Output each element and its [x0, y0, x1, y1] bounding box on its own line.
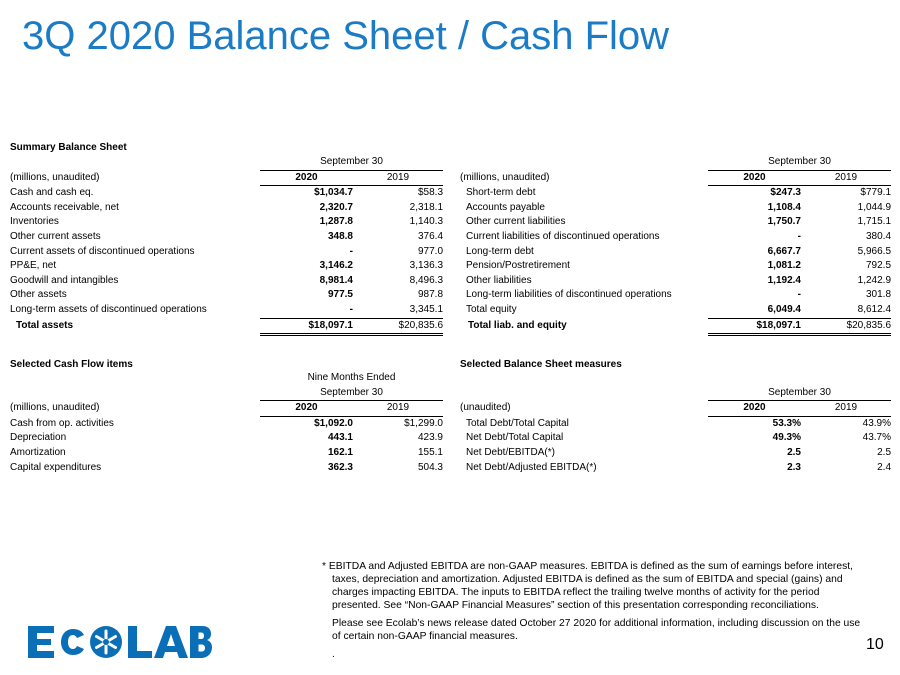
- value-prior: 3,345.1: [353, 303, 443, 318]
- value-current: 2.3: [787, 461, 801, 473]
- table-row: [10, 288, 443, 303]
- table-row: [10, 416, 443, 431]
- period-header: September 30: [708, 386, 891, 401]
- value-current: 6,667.7: [767, 245, 801, 257]
- value-prior: $20,835.6: [353, 318, 443, 335]
- table-row: [460, 431, 891, 446]
- total-liabilities-equity-row: [460, 318, 891, 335]
- period-header: September 30: [260, 155, 443, 170]
- table-row: [460, 288, 891, 303]
- row-label: Net Debt/Total Capital: [466, 432, 564, 444]
- table-row: [10, 259, 443, 274]
- units-label: (millions, unaudited): [10, 402, 100, 414]
- units-label: (millions, unaudited): [460, 171, 550, 183]
- value-current: 162.1: [327, 446, 353, 458]
- row-label: Other liabilities: [466, 274, 532, 286]
- value-current: -: [797, 230, 801, 242]
- row-label: Accounts receivable, net: [10, 201, 119, 213]
- assets-table: [10, 155, 443, 336]
- value-prior: 504.3: [417, 461, 443, 473]
- row-label: PP&E, net: [10, 260, 57, 272]
- table-row: [10, 461, 443, 476]
- value-current: 977.5: [327, 289, 353, 301]
- value-current: 8,981.4: [319, 274, 353, 286]
- row-label: Inventories: [10, 216, 59, 228]
- value-prior: 380.4: [865, 230, 892, 242]
- value-prior: $1,299.0: [404, 417, 443, 429]
- table-row: [460, 259, 891, 274]
- period-header-line1: Nine Months Ended: [307, 372, 396, 383]
- value-prior: $779.1: [860, 187, 892, 199]
- table-row: [460, 215, 891, 230]
- table-row: [10, 186, 443, 201]
- value-prior: 1,044.9: [857, 201, 892, 213]
- value-current: $247.3: [770, 187, 801, 199]
- balance-sheet-title: Summary Balance Sheet: [10, 142, 127, 153]
- value-prior: 423.9: [417, 432, 443, 444]
- row-label: Current assets of discontinued operations: [10, 245, 195, 257]
- value-prior: 2,318.1: [409, 201, 444, 213]
- value-prior: 8,496.3: [409, 274, 444, 286]
- value-prior: 1,242.9: [857, 274, 892, 286]
- value-prior: 792.5: [865, 260, 892, 272]
- value-prior: 43.9%: [862, 417, 892, 429]
- row-label: Amortization: [10, 446, 66, 458]
- footnote-trailing: .: [332, 649, 335, 660]
- row-label: Other assets: [10, 289, 67, 301]
- cash-flow-rows: [10, 416, 443, 475]
- value-current: $1,092.0: [314, 417, 353, 429]
- row-label: Long-term liabilities of discontinued operations: [466, 289, 672, 301]
- row-label: Short-term debt: [466, 186, 536, 198]
- row-label: Current liabilities of discontinued operations: [466, 230, 660, 242]
- year-current-header: 2020: [708, 170, 801, 186]
- value-current: 1,750.7: [767, 216, 801, 228]
- table-row: [460, 274, 891, 289]
- year-current-header: 2020: [708, 401, 801, 417]
- row-label: Depreciation: [10, 432, 67, 444]
- value-prior: 2.4: [877, 461, 892, 473]
- table-row: [460, 186, 891, 201]
- value-current: 6,049.4: [708, 303, 801, 318]
- measures-table: [460, 386, 891, 476]
- cash-flow-table: [10, 371, 443, 475]
- units-label: (unaudited): [460, 402, 511, 414]
- table-row: [460, 446, 891, 461]
- row-label: Total liab. and equity: [468, 320, 567, 332]
- value-current: -: [797, 289, 801, 301]
- value-prior: 1,715.1: [857, 216, 892, 228]
- table-row: [10, 274, 443, 289]
- table-row: [460, 230, 891, 245]
- value-prior: 376.4: [417, 230, 444, 242]
- row-label: Net Debt/Adjusted EBITDA(*): [466, 461, 597, 473]
- table-row: [460, 461, 891, 476]
- footnote-news-release: Please see Ecolab’s news release dated October 27 2020 for additional information, including discussion on the use of certain non-GAAP financial measures.: [332, 618, 861, 642]
- year-prior-header: 2019: [353, 401, 443, 417]
- value-prior: $58.3: [417, 187, 444, 199]
- year-prior-header: 2019: [801, 401, 891, 417]
- table-row: [10, 446, 443, 461]
- row-label: Cash and cash eq.: [10, 186, 94, 198]
- row-label: Total assets: [16, 320, 74, 332]
- units-label: (millions, unaudited): [10, 171, 100, 183]
- year-current-header: 2020: [260, 170, 353, 186]
- row-label: Long-term assets of discontinued operations: [10, 304, 207, 316]
- row-label: Capital expenditures: [10, 461, 102, 473]
- table-row: [10, 230, 443, 245]
- ecolab-logo-mark: [28, 622, 212, 662]
- value-current: 53.3%: [772, 417, 801, 429]
- period-header: September 30: [708, 155, 891, 170]
- value-prior: $20,835.6: [801, 318, 891, 335]
- page-title: 3Q 2020 Balance Sheet / Cash Flow: [22, 14, 670, 58]
- value-current: 348.8: [327, 230, 353, 242]
- row-label: Other current liabilities: [466, 216, 566, 228]
- value-prior: 43.7%: [862, 432, 892, 444]
- table-row: [460, 416, 891, 431]
- value-current: -: [260, 303, 353, 318]
- value-current: -: [349, 245, 353, 257]
- page-number: 10: [866, 636, 884, 653]
- year-prior-header: 2019: [353, 170, 443, 186]
- value-prior: 1,140.3: [409, 216, 444, 228]
- table-row: [10, 303, 443, 318]
- value-prior: 301.8: [865, 289, 892, 301]
- table-row: [460, 201, 891, 216]
- row-label: Accounts payable: [466, 201, 545, 213]
- table-row: [460, 303, 891, 318]
- table-row: [10, 215, 443, 230]
- logo-text: [212, 622, 213, 623]
- value-current: 3,146.2: [319, 260, 353, 272]
- value-prior: 155.1: [417, 446, 443, 458]
- value-current: 1,108.4: [767, 201, 801, 213]
- value-current: $18,097.1: [260, 318, 353, 335]
- value-prior: 3,136.3: [409, 260, 444, 272]
- value-prior: 8,612.4: [801, 303, 891, 318]
- measures-rows: [460, 416, 891, 475]
- table-row: [10, 245, 443, 260]
- ecolab-logo: [28, 622, 212, 667]
- value-current: 1,287.8: [319, 216, 353, 228]
- value-current: 2.5: [787, 446, 801, 458]
- year-prior-header: 2019: [801, 170, 891, 186]
- row-label: Cash from op. activities: [10, 417, 114, 429]
- value-prior: 2.5: [877, 446, 892, 458]
- total-assets-row: [10, 318, 443, 335]
- table-row: [10, 201, 443, 216]
- value-current: 1,192.4: [767, 274, 801, 286]
- liabilities-table: [460, 155, 891, 336]
- value-prior: 987.8: [417, 289, 444, 301]
- row-label: Pension/Postretirement: [466, 260, 570, 272]
- footnote: [322, 560, 862, 666]
- value-current: 1,081.2: [767, 260, 801, 272]
- row-label: Net Debt/EBITDA(*): [466, 446, 555, 458]
- value-current: $1,034.7: [314, 187, 353, 199]
- row-label: Goodwill and intangibles: [10, 274, 119, 286]
- row-label: Long-term debt: [466, 245, 534, 257]
- value-current: 49.3%: [772, 432, 801, 444]
- table-row: [10, 431, 443, 446]
- value-current: 443.1: [327, 432, 353, 444]
- row-label: Total equity: [466, 304, 517, 316]
- value-prior: 5,966.5: [857, 245, 892, 257]
- cash-flow-title: Selected Cash Flow items: [10, 359, 133, 370]
- value-current: $18,097.1: [708, 318, 801, 335]
- liabilities-rows: [460, 186, 891, 318]
- footnote-ebitda: * EBITDA and Adjusted EBITDA are non-GAAP measures. EBITDA is defined as the sum of earnings before interest, taxes, depreciation and amortization. Adjusted EBITDA is defined as the sum of EBITDA and special (gains) and charges impacting EBITDA. The inputs to EBITDA reflect the trailing twelve months of activity for the period presented. See “Non-GAAP Financial Measures” section of this presentation corresponding reconciliations.: [322, 561, 853, 611]
- value-current: 362.3: [327, 461, 353, 473]
- period-header-line2: September 30: [260, 386, 443, 401]
- year-current-header: 2020: [260, 401, 353, 417]
- row-label: Other current assets: [10, 230, 101, 242]
- value-current: 2,320.7: [319, 201, 353, 213]
- value-prior: 977.0: [417, 245, 444, 257]
- assets-rows: [10, 186, 443, 318]
- row-label: Total Debt/Total Capital: [466, 417, 569, 429]
- table-row: [460, 245, 891, 260]
- measures-title: Selected Balance Sheet measures: [460, 359, 622, 370]
